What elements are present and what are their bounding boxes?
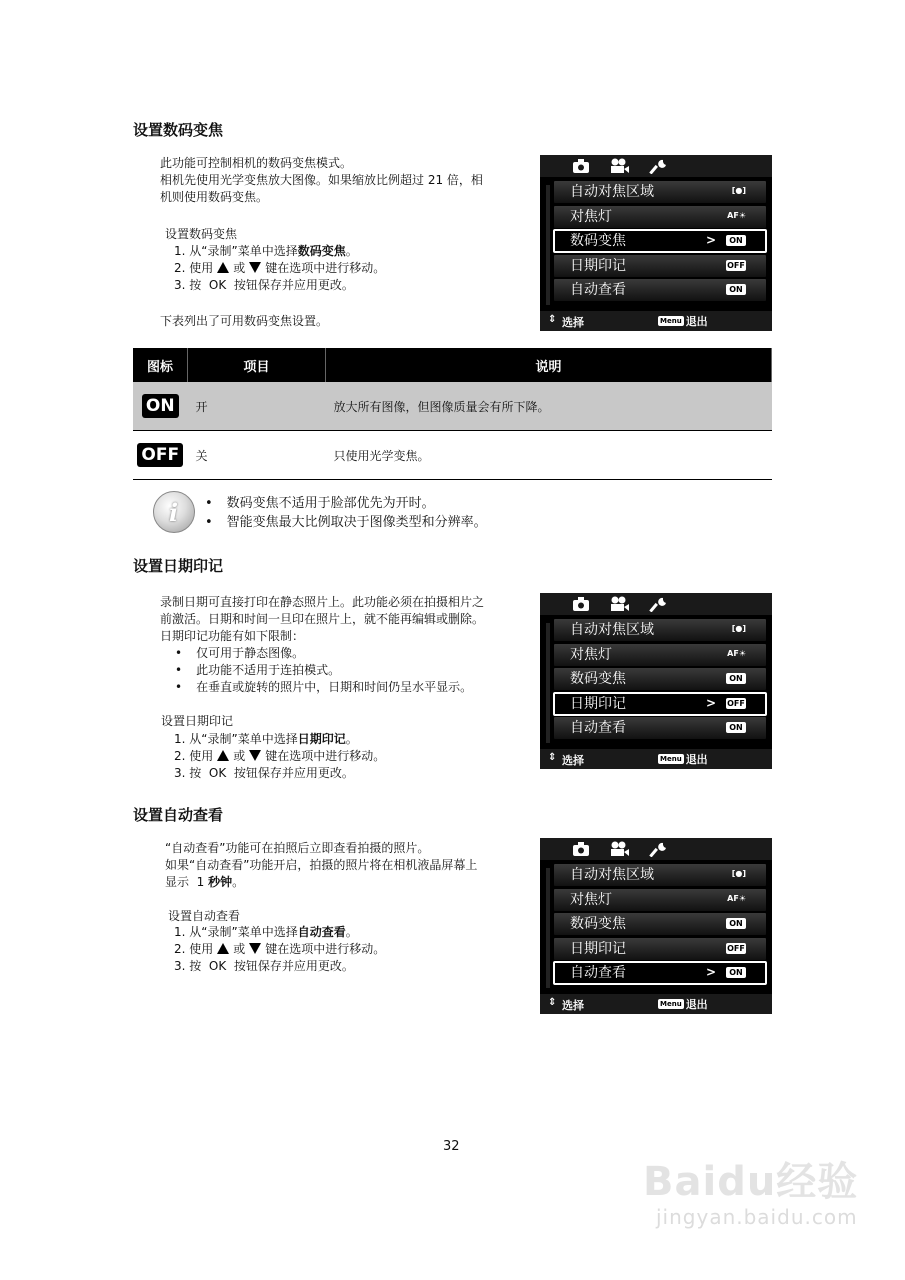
exit-label: 退出 [685,753,708,766]
on-icon [133,382,188,431]
menu-item-label: 数码变焦 [570,916,626,933]
bullet: • [175,646,183,660]
camera-menu-screen [540,155,772,331]
up-down-arrow-icon: ⇕ [548,314,557,325]
off-icon [133,431,188,480]
chevron-right-icon: > [705,695,716,710]
video-camera-icon [608,158,630,174]
step-text: 3. 按 OK 按钮保存并应用更改。 [174,766,354,780]
list-item: 在垂直或旋转的照片中，日期和时间仍呈水平显示。 [196,680,473,694]
down-arrow-icon [249,750,261,761]
para: 前激活。日期和时间一旦印在照片上，就不能再编辑或删除。 [160,612,485,626]
menu-item-label: 对焦灯 [570,646,612,663]
camera-tab-bar [540,155,772,177]
note-item: 智能变焦最大比例取决于图像类型和分辨率。 [226,515,487,530]
section2-bullets [175,645,472,696]
step-text: 1. 从“录制”菜单中选择 [174,925,298,939]
menu-item-value: ON [726,722,746,733]
camera-footer [540,749,772,769]
select-label: 选择 [562,754,584,767]
para: 日期印记功能有如下限制： [160,629,305,643]
watermark-logo: Baidu经验 [643,1159,859,1205]
para: 机则使用数码变焦。 [160,190,269,204]
menu-item[interactable] [554,181,766,203]
menu-item-value: ON [726,967,746,978]
step-text: 3. 按 OK 按钮保存并应用更改。 [174,278,354,292]
up-arrow-icon [217,750,229,761]
menu-item-label: 数码变焦 [570,233,626,250]
list-item: 仅可用于静态图像。 [196,646,305,660]
menu-item[interactable] [554,962,766,984]
step-text: 或 [233,749,246,763]
step-text: 2. 使用 [174,942,214,956]
step-keyword: 日期印记 [297,732,346,746]
para: 相机先使用光学变焦放大图像。如果缩放比例超过 21 倍，相 [160,173,483,187]
section3-intro [165,840,530,891]
camera-tab-bar [540,593,772,615]
para: 显示 1 [165,875,209,889]
menu-item-label: 数码变焦 [570,671,626,688]
camera-icon [570,596,592,612]
section1-steps [174,243,385,294]
chevron-right-icon: > [705,965,716,980]
scrollbar [546,868,550,988]
up-down-arrow-icon: ⇕ [548,752,557,763]
section1-intro [160,155,525,206]
menu-item-label: 对焦灯 [570,208,612,225]
menu-item[interactable] [554,206,766,228]
section2-steps [174,731,385,782]
bullet: • [175,680,183,694]
camera-tab-bar [540,838,772,860]
menu-item-value: OFF [727,260,745,270]
section-title-date-stamp: 设置日期印记 [133,557,224,575]
menu-item-value: ON [726,918,746,929]
para: 录制日期可直接打印在静态照片上。此功能必须在拍摄相片之 [160,595,485,609]
menu-key: Menu [660,1000,682,1008]
menu-item-label: 对焦灯 [570,891,612,908]
chevron-right-icon: > [705,233,716,248]
section3-sub: 设置自动查看 [168,909,241,923]
table-cell: 放大所有图像，但图像质量会有所下降。 [326,382,772,431]
menu-item-label: 自动查看 [570,965,626,982]
step-text: 或 [233,942,246,956]
note-item: 数码变焦不适用于脸部优先为开时。 [226,496,435,511]
menu-item-value: [●] [731,186,746,195]
table-cell: 只使用光学变焦。 [326,431,772,480]
notes-list [205,494,487,532]
menu-item[interactable] [554,619,766,641]
step-text: 3. 按 OK 按钮保存并应用更改。 [174,959,354,973]
menu-item-value: AF☀ [727,210,746,220]
step-text: 键在选项中进行移动。 [265,942,386,956]
menu-key: Menu [660,317,682,325]
menu-item-label: 自动查看 [570,720,626,737]
page-number: 32 [443,1139,460,1154]
section-title-digital-zoom: 设置数码变焦 [133,121,224,139]
step-text: 。 [345,925,358,939]
section2-intro [160,594,530,645]
scrollbar [546,185,550,305]
step-text: 2. 使用 [174,749,214,763]
camera-footer [540,994,772,1014]
table-header: 图标 [133,348,188,382]
table-cell: 开 [188,382,326,431]
select-label: 选择 [562,999,584,1012]
step-keyword: 数码变焦 [297,244,346,258]
menu-item-value: OFF [727,698,745,708]
menu-item-label: 自动对焦区域 [570,184,654,200]
list-item: 此功能不适用于连拍模式。 [196,663,341,677]
para: 如果“自动查看”功能开启，拍摄的照片将在相机液晶屏幕上 [165,858,478,872]
step-text: 键在选项中进行移动。 [265,749,386,763]
menu-item[interactable] [554,279,766,301]
menu-item[interactable] [554,255,766,277]
video-camera-icon [608,596,630,612]
step-text: 2. 使用 [174,261,214,275]
table-row [133,382,772,431]
info-icon [153,491,195,533]
digital-zoom-options-table [133,348,772,480]
up-arrow-icon [217,262,229,273]
menu-item-label: 日期印记 [570,695,626,712]
camera-icon [570,158,592,174]
menu-item-label: 自动对焦区域 [570,867,654,883]
menu-item-value: AF☀ [727,648,746,658]
camera-icon [570,841,592,857]
wrench-icon [648,596,670,612]
menu-exit [658,751,708,767]
menu-item[interactable] [554,889,766,911]
menu-item-label: 自动查看 [570,282,626,299]
para-keyword: 秒钟 [208,875,233,889]
section-title-auto-review: 设置自动查看 [133,806,224,824]
bullet: • [175,663,183,677]
menu-item-label: 日期印记 [570,257,626,274]
menu-exit [658,313,708,329]
menu-item[interactable] [554,230,766,252]
menu-item[interactable] [554,668,766,690]
menu-item[interactable] [554,864,766,886]
para: 此功能可控制相机的数码变焦模式。 [160,156,353,170]
video-camera-icon [608,841,630,857]
bullet: • [205,496,213,511]
step-text: 1. 从“录制”菜单中选择 [174,244,298,258]
bullet: • [205,515,213,530]
menu-item[interactable] [554,938,766,960]
menu-item-label: 日期印记 [570,940,626,957]
watermark-url: jingyan.baidu.com [656,1205,858,1229]
para: “自动查看”功能可在拍照后立即查看拍摄的照片。 [165,841,430,855]
up-arrow-icon [217,943,229,954]
step-text: 键在选项中进行移动。 [265,261,386,275]
down-arrow-icon [249,943,261,954]
menu-item-value: [●] [731,624,746,633]
table-row [133,431,772,480]
menu-key: Menu [660,755,682,763]
icon-label: ON [142,394,179,418]
menu-item-value: AF☀ [727,893,746,903]
menu-item-label: 自动对焦区域 [570,622,654,638]
step-text: 。 [345,732,358,746]
step-text: 或 [233,261,246,275]
camera-menu-screen [540,838,772,1014]
menu-item[interactable] [554,693,766,715]
step-text: 1. 从“录制”菜单中选择 [174,732,298,746]
menu-item-value: ON [726,673,746,684]
menu-item-value: OFF [727,943,745,953]
table-cell: 关 [188,431,326,480]
section2-sub: 设置日期印记 [161,714,234,728]
menu-item[interactable] [554,717,766,739]
scrollbar [546,623,550,743]
menu-item[interactable] [554,913,766,935]
menu-item-value: ON [726,284,746,295]
menu-item-value: ON [726,235,746,246]
down-arrow-icon [249,262,261,273]
menu-item[interactable] [554,644,766,666]
icon-label: OFF [137,443,183,467]
menu-exit [658,996,708,1012]
table-header: 项目 [188,348,326,382]
wrench-icon [648,158,670,174]
wrench-icon [648,841,670,857]
table-header: 说明 [326,348,772,382]
section1-sub: 设置数码变焦 [165,227,238,241]
select-label: 选择 [562,316,584,329]
step-keyword: 自动查看 [297,925,346,939]
camera-menu-screen [540,593,772,769]
exit-label: 退出 [685,315,708,328]
camera-footer [540,311,772,331]
up-down-arrow-icon: ⇕ [548,997,557,1008]
section3-steps [174,924,385,975]
step-text: 。 [345,244,358,258]
menu-item-value: [●] [731,869,746,878]
exit-label: 退出 [685,998,708,1011]
table-intro: 下表列出了可用数码变焦设置。 [160,314,329,328]
para: 。 [232,875,245,889]
